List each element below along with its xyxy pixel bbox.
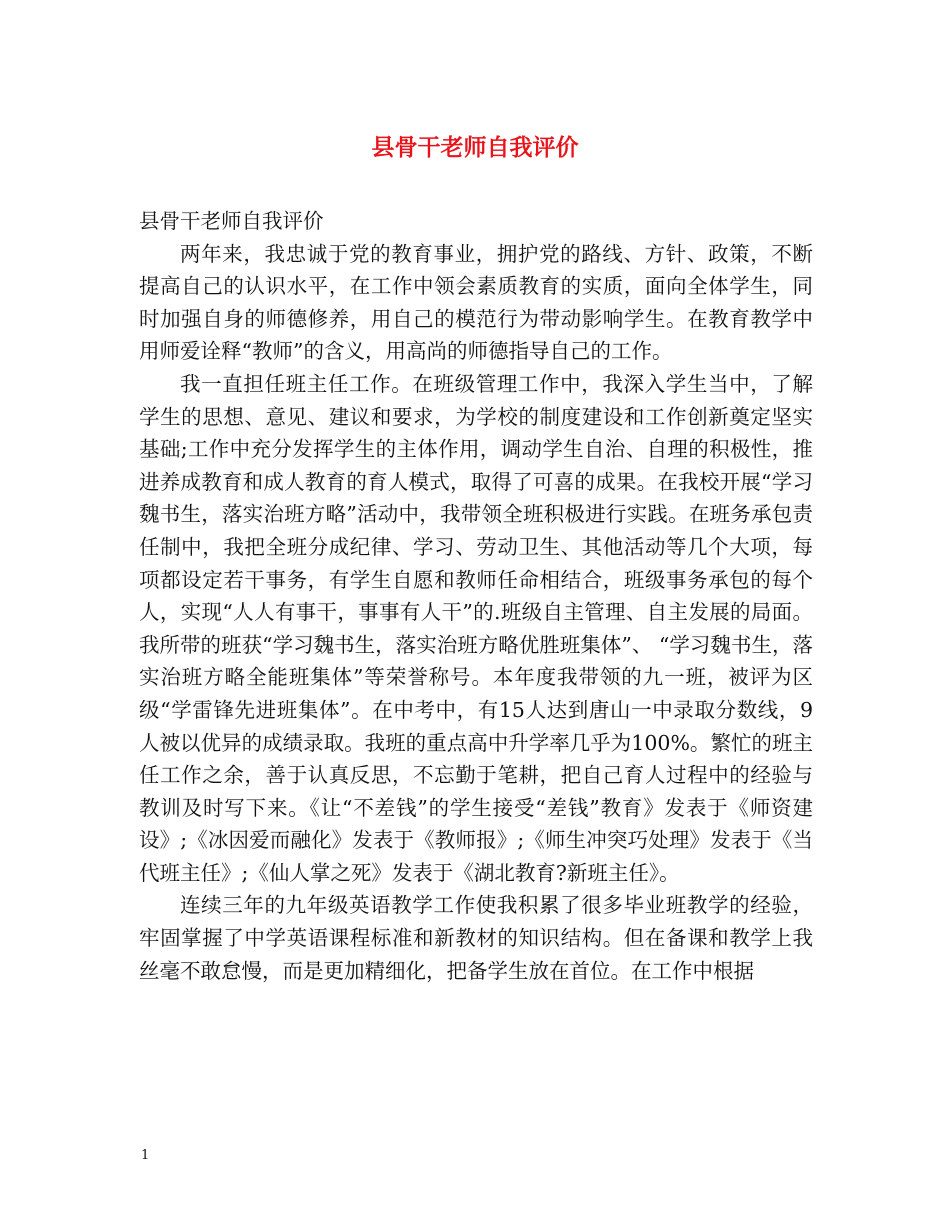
paragraph-3: 连续三年的九年级英语教学工作使我积累了很多毕业班教学的经验，牢固掌握了中学英语课程标准和新教材的知识结构。但在备课和教学上我丝毫不敢怠慢，而是更加精细化，把备学生放在首位。在工作中根据 (139, 893, 813, 983)
document-subtitle: 县骨干老师自我评价 (139, 209, 324, 233)
document-body (139, 205, 813, 987)
document-title: 县骨干老师自我评价 (371, 134, 579, 161)
paragraph-1: 两年来，我忠诚于党的教育事业，拥护党的路线、方针、政策，不断提高自己的认识水平，在工作中领会素质教育的实质，面向全体学生，同时加强自身的师德修养，用自己的模范行为带动影响学生。在教育教学中用师爱诠释“教师”的含义，用高尚的师德指导自己的工作。 (139, 241, 813, 364)
paragraph-2: 我一直担任班主任工作。在班级管理工作中，我深入学生当中，了解学生的思想、意见、建议和要求，为学校的制度建设和工作创新奠定坚实基础;工作中充分发挥学生的主体作用，调动学生自治、自理的积极性，推进养成教育和成人教育的育人模式，取得了可喜的成果。在我校开展“学习魏书生，落实治班方略”活动中，我带领全班积极进行实践。在班务承包责任制中，我把全班分成纪律、学习、劳动卫生、其他活动等几个大项，每项都设定若干事务，有学生自愿和教师任命相结合，班级事务承包的每个人，实现“人人有事干，事事有人干”的.班级自主管理、自主发展的局面。我所带的班获“学习魏书生，落实治班方略优胜班集体”、 “学习魏书生，落实治班方略全能班集体”等荣誉称号。本年度我带领的九一班，被评为区级“学雷锋先进班集体”。在中考中，有15人达到唐山一中录取分数线，9人被以优异的成绩录取。我班的重点高中升学率几乎为100%。繁忙的班主任工作之余，善于认真反思，不忘勤于笔耕，把自己育人过程中的经验与教训及时写下来。《让“不差钱”的学生接受“差钱”教育》发表于《师资建设》;《冰因爱而融化》发表于《教师报》;《师生冲突巧处理》发表于《当代班主任》;《仙人掌之死》发表于《湖北教育?新班主任》。 (139, 371, 813, 885)
page-number: 1 (141, 1148, 150, 1163)
